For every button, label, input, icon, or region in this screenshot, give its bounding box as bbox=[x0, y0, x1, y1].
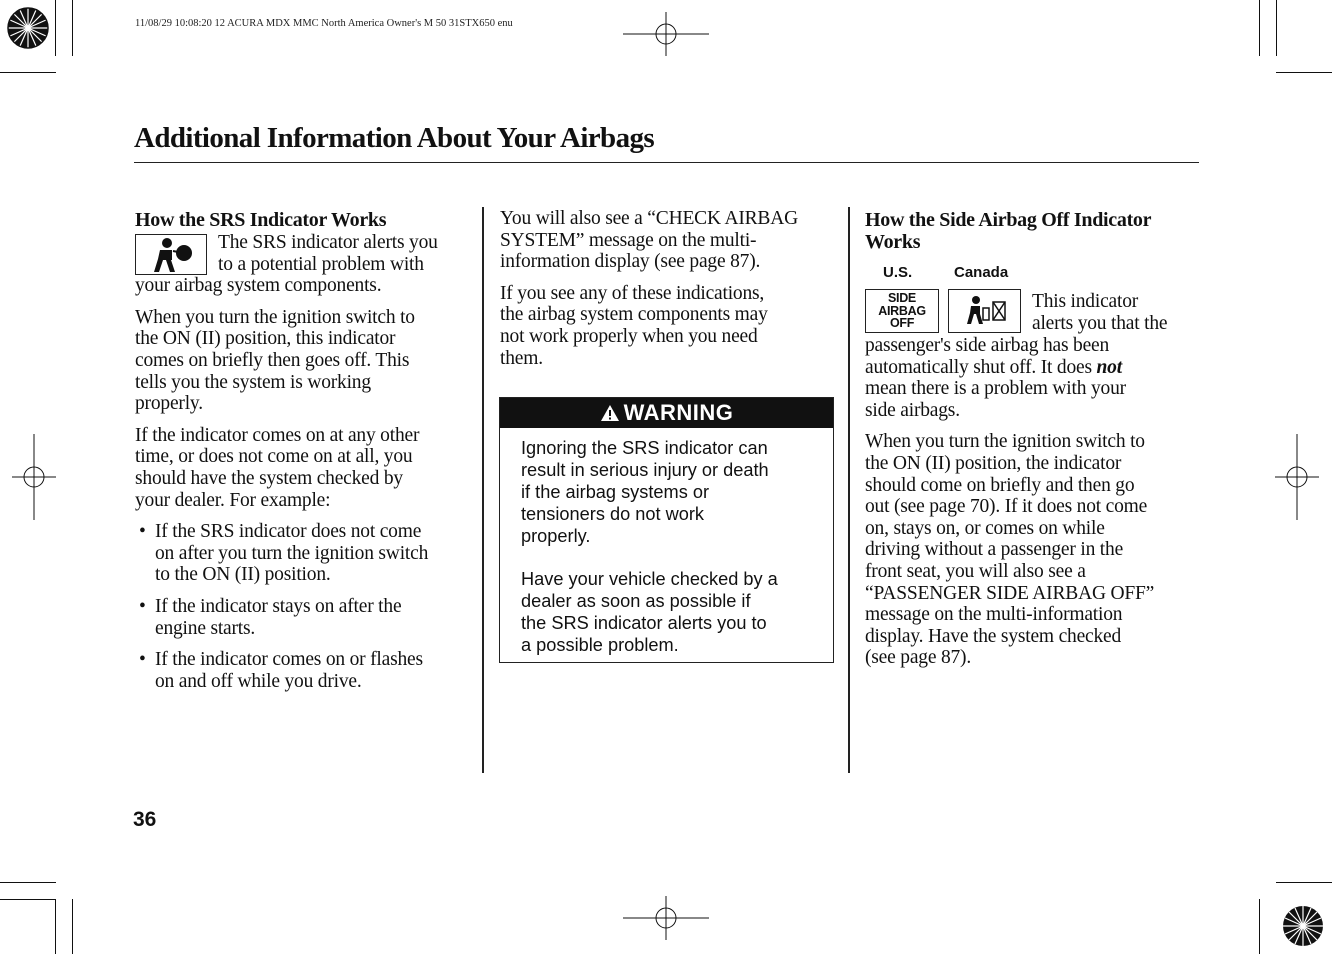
column-divider bbox=[848, 207, 850, 773]
paragraph: You will also see a “CHECK AIRBAG SYSTEM” message on the multi- information display (see page 87). bbox=[500, 208, 799, 273]
paragraph: When you turn the ignition switch to the ON (II) position, this indicator comes on briefly then goes off. This tells you the system is working properly. bbox=[135, 306, 415, 415]
paragraph: If you see any of these indications, the airbag system components may not work properly when you need them. bbox=[500, 282, 768, 369]
side-airbag-off-us-icon: SIDE AIRBAG OFF bbox=[865, 289, 939, 333]
column-check-airbag bbox=[500, 208, 836, 379]
warning-label: WARNING bbox=[623, 400, 734, 425]
side-airbag-off-symbol-icon bbox=[948, 289, 1021, 333]
sunburst-target-icon bbox=[1283, 906, 1323, 946]
column-srs-indicator bbox=[135, 209, 475, 702]
page-title: Additional Information About Your Airbags bbox=[134, 122, 655, 154]
srs-airbag-indicator-icon bbox=[135, 234, 207, 275]
warning-triangle-icon bbox=[600, 404, 620, 422]
side-airbag-intro-indented: This indicator alerts you that the bbox=[1032, 291, 1168, 334]
paragraph: When you turn the ignition switch to the ON (II) position, the indicator should come on briefly and then go out (see page 70). If it does not come on, stays on, or comes on while driving without a passenger in the front seat, you will also see a “PASSENGER SIDE AIRBAG OFF” message on the multi-information display. Have the system checked (see page 87). bbox=[865, 431, 1155, 669]
warning-box bbox=[499, 397, 834, 663]
warning-header bbox=[500, 398, 833, 428]
airbag-off-symbol-icon bbox=[961, 294, 1009, 328]
bullet-dot-icon: • bbox=[139, 521, 146, 543]
paragraph: If the indicator comes on at any other time, or does not come on at all, you should have the system checked by your dealer. For example: bbox=[135, 424, 420, 511]
column-side-airbag-off bbox=[865, 209, 1205, 253]
side-airbag-body bbox=[865, 335, 1205, 679]
emphasis-not: not bbox=[1096, 356, 1122, 378]
bullet-dot-icon: • bbox=[139, 595, 146, 617]
srs-intro-last: your airbag system components. bbox=[135, 275, 382, 297]
section-heading: How the SRS Indicator Works bbox=[135, 209, 387, 231]
title-divider bbox=[134, 162, 1199, 163]
paragraph: passenger's side airbag has been automatically shut off. It does not mean there is a problem with your side airbags. bbox=[865, 335, 1126, 421]
sunburst-target-icon bbox=[8, 8, 48, 48]
bullet-dot-icon: • bbox=[139, 649, 146, 671]
section-heading: How the Side Airbag Off Indicator Works bbox=[865, 209, 1152, 253]
page-number: 36 bbox=[133, 808, 157, 831]
label-canada: Canada bbox=[954, 264, 1009, 281]
label-us: U.S. bbox=[883, 264, 913, 281]
column-divider bbox=[482, 207, 484, 773]
warning-text: Ignoring the SRS indicator can result in serious injury or death if the airbag systems or tensioners do not work properly. Have your vehicle checked by a dealer as soon as possible if the SRS indicator alerts you to a possible problem. bbox=[521, 438, 778, 655]
bullet-item: • If the SRS indicator does not come on after you turn the ignition switch to the ON (II) position. bbox=[139, 521, 429, 586]
bullet-item: • If the indicator stays on after the engine starts. bbox=[139, 595, 402, 639]
srs-intro-indented: The SRS indicator alerts you to a potential problem with bbox=[218, 232, 438, 275]
airbag-person-icon bbox=[146, 237, 196, 273]
print-job-info: 11/08/29 10:08:20 12 ACURA MDX MMC North America Owner's M 50 31STX650 enu bbox=[135, 18, 513, 29]
bullet-item: • If the indicator comes on or flashes on and off while you drive. bbox=[139, 649, 423, 692]
